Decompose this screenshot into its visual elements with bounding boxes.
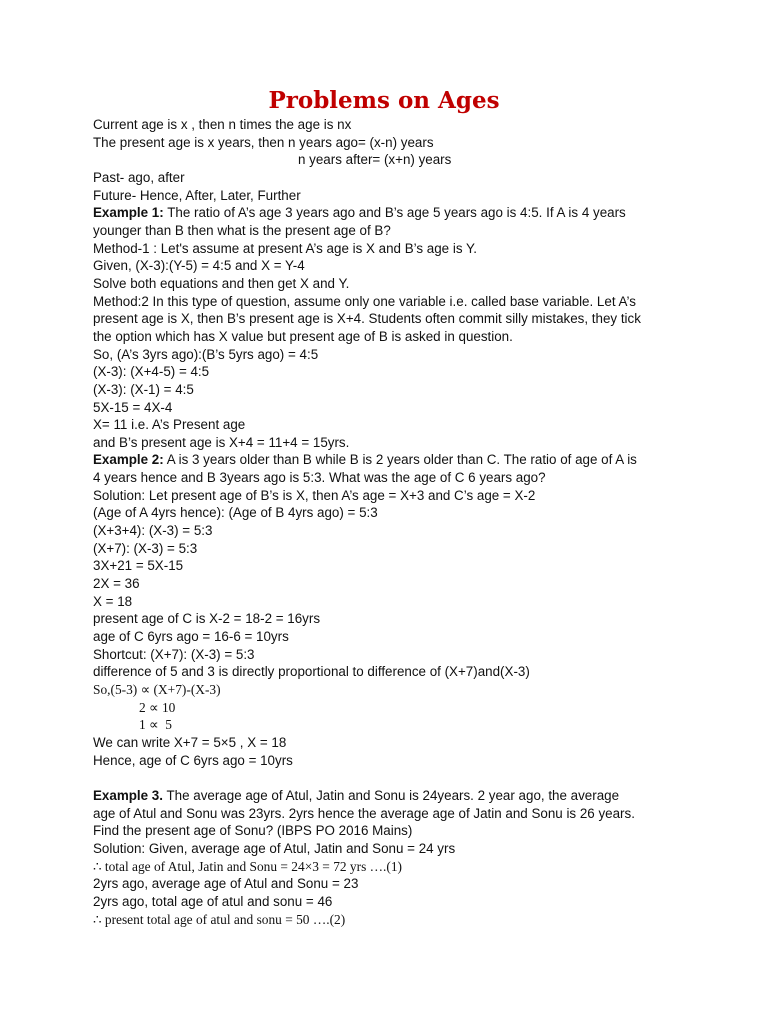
document-body [93,116,693,928]
text-line: (X-3): (X-1) = 4:5 [93,381,194,397]
text-line: Solution: Given, average age of Atul, Jatin and Sonu = 24 yrs [93,840,456,856]
therefore-line: ∴ present total age of atul and sonu = 50 ….(2) [93,911,346,927]
text-line: Given, (X-3):(Y-5) = 4:5 and X = Y-4 [93,258,305,274]
text-line: 4 years hence and B 3years ago is 5:3. What was the age of C 6 years ago? [93,470,546,486]
example-1-text: The ratio of A’s age 3 years ago and B’s age 5 years ago is 4:5. If A is 4 years [167,205,626,221]
text-line: age of Atul and Sonu was 23yrs. 2yrs hence the average age of Jatin and Sonu is 26 years. [93,805,635,821]
text-line: age of C 6yrs ago = 16-6 = 10yrs [93,629,289,645]
text-line: Method:2 In this type of question, assume only one variable i.e. called base variable. Let A’s [93,293,636,309]
example-2-text: A is 3 years older than B while B is 2 years older than C. The ratio of age of A is [166,452,637,468]
proportion-line: 1 ∝ 5 [139,717,172,733]
text-line: present age of C is X-2 = 18-2 = 16yrs [93,611,321,627]
example-3-label: Example 3. [93,787,163,803]
example-1-label: Example 1: [93,205,164,221]
text-line: 3X+21 = 5X-15 [93,558,184,574]
text-line: n years after= (x+n) years [298,152,452,168]
text-line: (X+7): (X-3) = 5:3 [93,540,198,556]
blank-line [93,769,693,787]
text-line: difference of 5 and 3 is directly proportional to difference of (X+7)and(X-3) [93,664,530,680]
text-line: (X-3): (X+4-5) = 4:5 [93,364,210,380]
text-line: Current age is x , then n times the age is nx [93,117,352,132]
text-line: 2yrs ago, total age of atul and sonu = 46 [93,893,333,909]
text-line: younger than B then what is the present age of B? [93,222,391,238]
text-line: present age is X, then B’s present age is X+4. Students often commit silly mistakes, they tick [93,311,641,327]
text-line: Solve both equations and then get X and Y. [93,275,350,291]
example-2-label: Example 2: [93,452,164,468]
example-3-text: The average age of Atul, Jatin and Sonu is 24years. 2 year ago, the average [166,787,620,803]
therefore-line: ∴ total age of Atul, Jatin and Sonu = 24×3 = 72 yrs ….(1) [93,858,402,874]
proportion-line: So,(5-3) ∝ (X+7)-(X-3) [93,682,221,697]
text-line: We can write X+7 = 5×5 , X = 18 [93,734,287,750]
example-2-line [93,451,693,469]
text-line: X= 11 i.e. A’s Present age [93,417,246,433]
text-line: 2X = 36 [93,576,140,592]
text-line: Hence, age of C 6yrs ago = 10yrs [93,752,293,768]
text-line: 2yrs ago, average age of Atul and Sonu = 23 [93,876,359,892]
text-line: Solution: Let present age of B’s is X, then A’s age = X+3 and C’s age = X-2 [93,487,536,503]
proportion-line: 2 ∝ 10 [139,699,176,715]
text-line: Shortcut: (X+7): (X-3) = 5:3 [93,646,255,662]
text-line: X = 18 [93,593,133,609]
text-line: and B’s present age is X+4 = 11+4 = 15yrs. [93,434,350,450]
page-title: Problems on Ages [268,87,500,114]
text-line: (Age of A 4yrs hence): (Age of B 4yrs ago) = 5:3 [93,505,378,521]
text-line: Future- Hence, After, Later, Further [93,187,301,203]
text-line: (X+3+4): (X-3) = 5:3 [93,523,213,539]
text-line: Past- ago, after [93,169,185,185]
text-line: Method-1 : Let's assume at present A’s age is X and B’s age is Y. [93,240,477,256]
text-line: So, (A’s 3yrs ago):(B’s 5yrs ago) = 4:5 [93,346,319,362]
example-1-line [93,204,693,222]
text-line: the option which has X value but present age of B is asked in question. [93,328,513,344]
example-3-line [93,787,693,805]
text-line: Find the present age of Sonu? (IBPS PO 2016 Mains) [93,823,413,839]
text-line: The present age is x years, then n years ago= (x-n) years [93,134,434,150]
text-line: 5X-15 = 4X-4 [93,399,173,415]
